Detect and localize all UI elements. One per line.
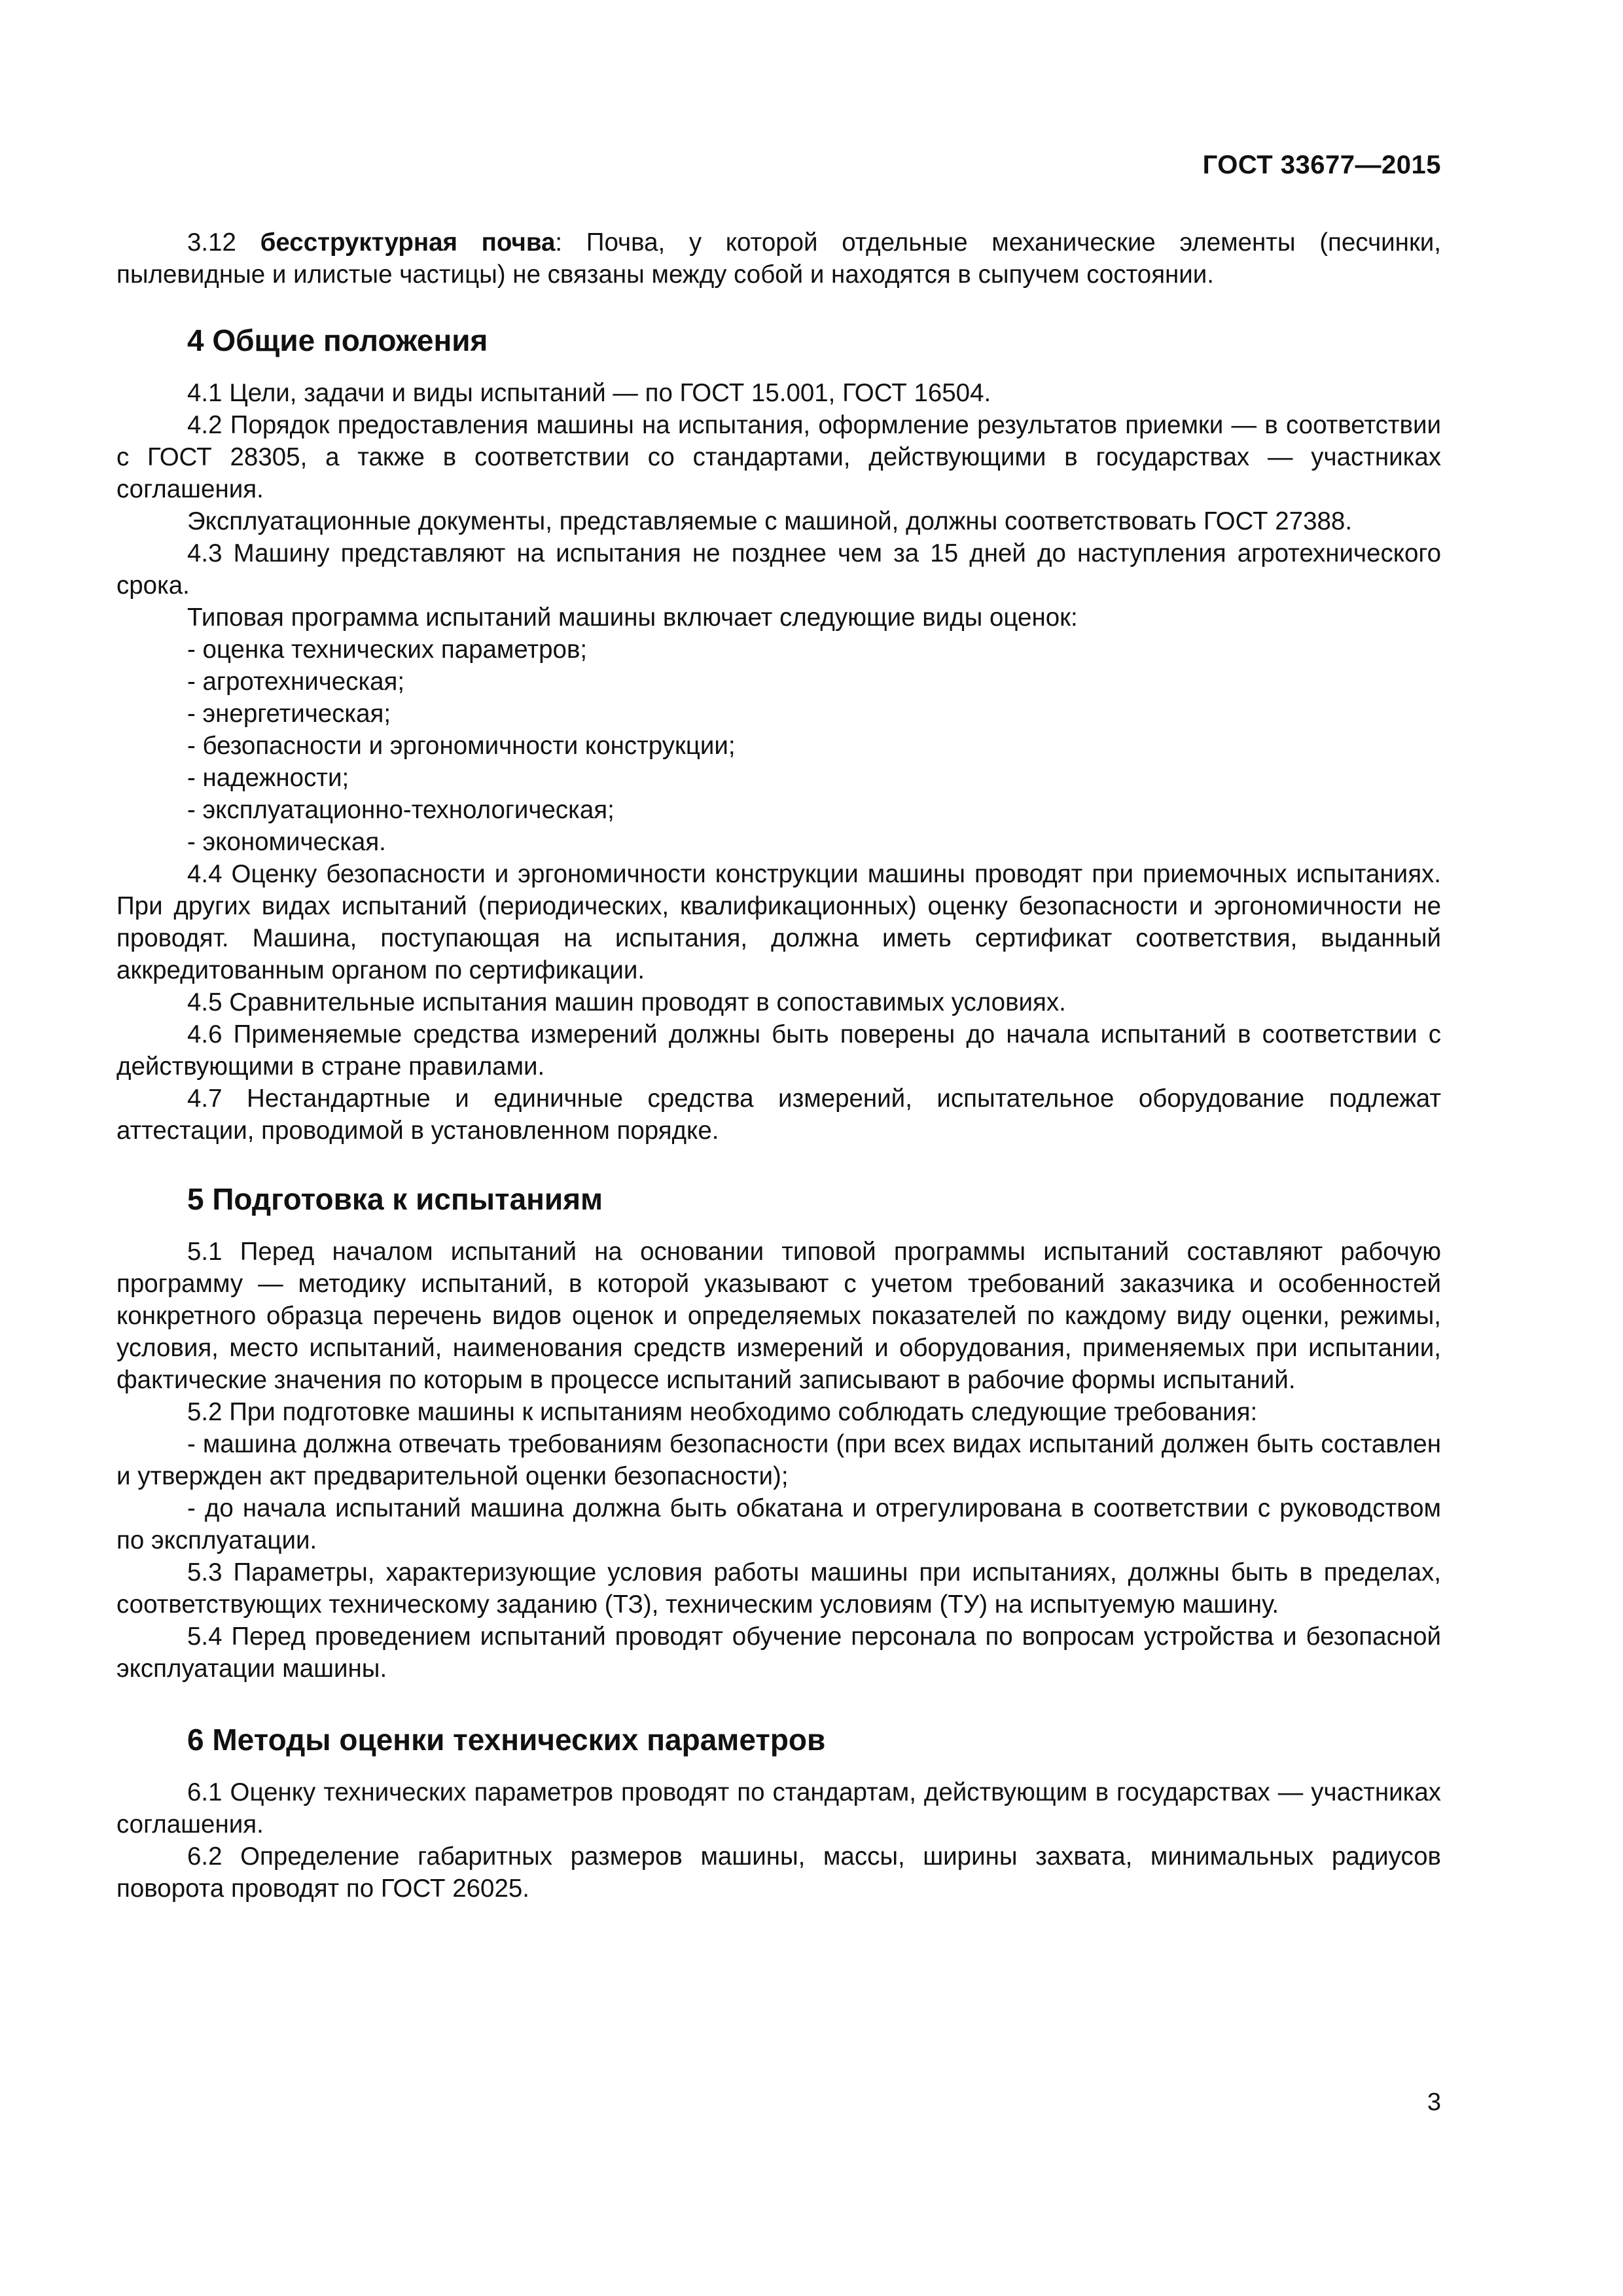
section-4-heading: 4 Общие положения — [187, 323, 488, 357]
paragraph-4-6: 4.6 Применяемые средства измерений должны быть поверены до начала испытаний в соответствии с действующими в стране правилами. — [116, 1020, 1441, 1081]
paragraph-5-2: 5.2 При подготовке машины к испытаниям необходимо соблюдать следующие требования: — [187, 1398, 1258, 1426]
paragraph-5-2-runin: - до начала испытаний машина должна быть обкатана и отрегулирована в соответствии с руководством по эксплуатации. — [116, 1494, 1441, 1554]
paragraph-3-12 — [116, 226, 1441, 291]
paragraph-4-2: 4.2 Порядок предоставления машины на испытания, оформление результатов приемки — в соответствии с ГОСТ 28305, а также в соответствии со стандартами, действующими в государствах — участниках соглашения. — [116, 411, 1441, 503]
list-item: - оценка технических параметров; — [187, 636, 588, 664]
list-item: - безопасности и эргономичности конструкции; — [187, 732, 736, 760]
term-bold: бесструктурная почва — [260, 228, 556, 257]
paragraph-4-1: 4.1 Цели, задачи и виды испытаний — по ГОСТ 15.001, ГОСТ 16504. — [187, 379, 991, 407]
paragraph-4-4: 4.4 Оценку безопасности и эргономичности конструкции машины проводят при приемочных испытаниях. При других видах испытаний (периодических, квалификационных) оценку безопасности и эргономичности не проводят. Машина, поступающая на испытания, должна иметь сертификат соответствия, выданный аккредитованным органом по сертификации. — [116, 860, 1441, 984]
list-item: - надежности; — [187, 764, 349, 792]
list-item: - энергетическая; — [187, 700, 391, 728]
paragraph-6-1: 6.1 Оценку технических параметров проводят по стандартам, действующим в государствах — участниках соглашения. — [116, 1778, 1441, 1839]
section-6-heading: 6 Методы оценки технических параметров — [187, 1723, 826, 1757]
term-definition: : Почва, у которой отдельные механические элементы (песчинки, пылевидные и илистые частицы) не связаны между собой и находятся в сыпучем состоянии. — [116, 228, 1441, 289]
list-item: - агротехническая; — [187, 668, 405, 696]
paragraph-5-3: 5.3 Параметры, характеризующие условия работы машины при испытаниях, должны быть в пределах, соответствующих техническому заданию (ТЗ), техническим условиям (ТУ) на испытуемую машину. — [116, 1558, 1441, 1619]
list-item: - эксплуатационно-технологическая; — [187, 796, 615, 824]
paragraph-4-3: 4.3 Машину представляют на испытания не позднее чем за 15 дней до наступления агротехнического срока. — [116, 539, 1441, 600]
paragraph-5-1: 5.1 Перед началом испытаний на основании типовой программы испытаний составляют рабочую программу — методику испытаний, в которой указывают с учетом требований заказчика и особенностей конкретного образца перечень видов оценок и определяемых показателей по каждому виду оценки, режимы, условия, место испытаний, наименования средств измерений и оборудования, применяемых при испытании, фактические значения по которым в процессе испытаний записывают в рабочие формы испытаний. — [116, 1238, 1441, 1394]
page-number: 3 — [1427, 2089, 1441, 2116]
paragraph-5-4: 5.4 Перед проведением испытаний проводят обучение персонала по вопросам устройства и безопасной эксплуатации машины. — [116, 1623, 1441, 1683]
document-page — [116, 0, 1441, 2296]
paragraph-4-3-program: Типовая программа испытаний машины включает следующие виды оценок: — [187, 603, 1078, 632]
paragraph-5-2-safety: - машина должна отвечать требованиям безопасности (при всех видах испытаний должен быть составлен и утвержден акт предварительной оценки безопасности); — [116, 1430, 1441, 1490]
paragraph-4-2-docs: Эксплуатационные документы, представляемые с машиной, должны соответствовать ГОСТ 27388. — [187, 507, 1353, 535]
document-header: ГОСТ 33677—2015 — [1202, 151, 1441, 179]
paragraph-4-5: 4.5 Сравнительные испытания машин проводят в сопоставимых условиях. — [187, 988, 1066, 1016]
list-item: - экономическая. — [187, 828, 386, 856]
clause-number: 3.12 — [187, 228, 260, 257]
paragraph-4-7: 4.7 Нестандартные и единичные средства измерений, испытательное оборудование подлежат аттестации, проводимой в установленном порядке. — [116, 1085, 1441, 1145]
paragraph-6-2: 6.2 Определение габаритных размеров машины, массы, ширины захвата, минимальных радиусов поворота проводят по ГОСТ 26025. — [116, 1842, 1441, 1903]
document-body — [116, 226, 1441, 1905]
section-5-heading: 5 Подготовка к испытаниям — [187, 1182, 603, 1216]
